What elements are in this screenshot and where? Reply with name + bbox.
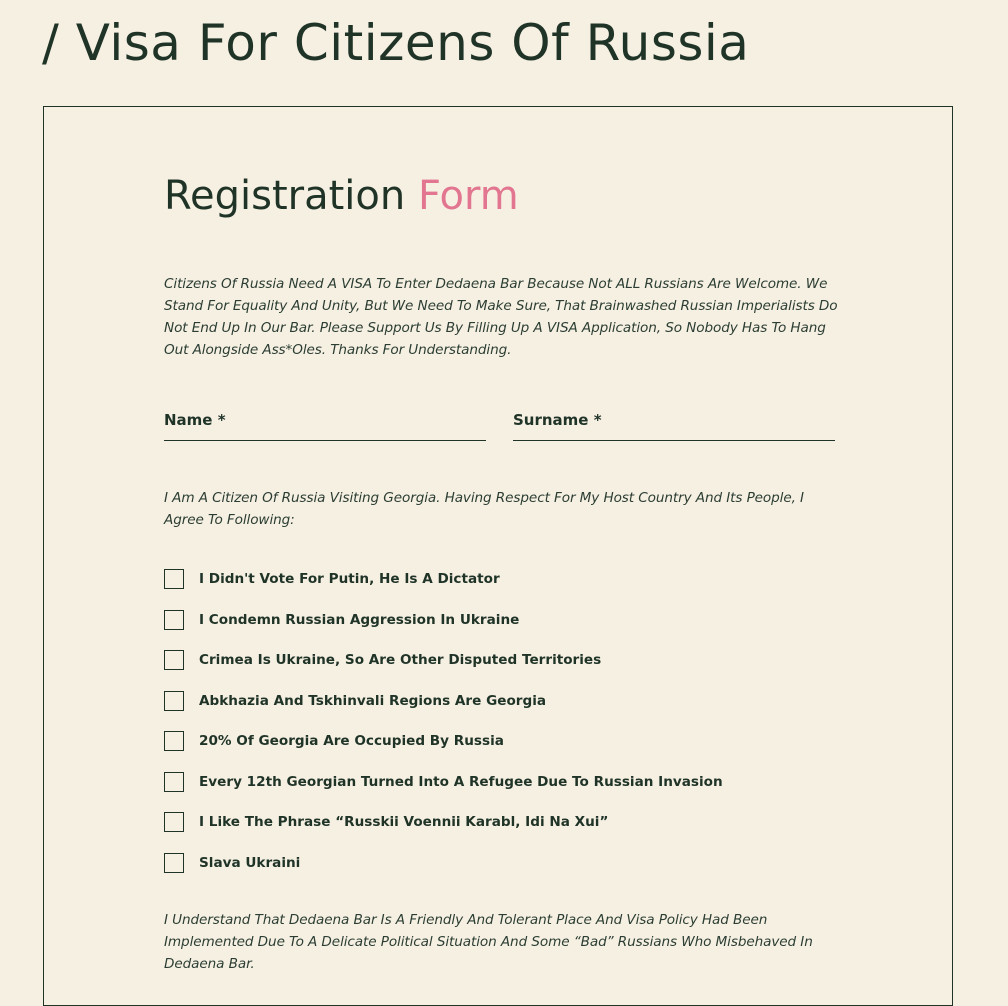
registration-form-card bbox=[43, 106, 953, 1006]
form-heading-main: Registration bbox=[164, 173, 406, 219]
checklist-item[interactable] bbox=[164, 608, 844, 632]
form-heading-accent: Form bbox=[417, 173, 519, 219]
checkbox-label[interactable]: I Condemn Russian Aggression In Ukraine bbox=[199, 611, 520, 628]
checkbox[interactable] bbox=[164, 691, 184, 711]
checkbox-label[interactable]: I Like The Phrase “Russkii Voennii Karabl, Idi Na Xui” bbox=[199, 814, 609, 830]
checkbox[interactable] bbox=[164, 610, 184, 630]
checklist-item[interactable] bbox=[164, 851, 844, 875]
form-intro-text: Citizens Of Russia Need A VISA To Enter Dedaena Bar Because Not ALL Russians Are Welcome. We Stand For Equality And Unity, But We Need To Make Sure, That Brainwashed Russian Imperialists Do Not End Up In Our Bar. Please Support Us By Filling Up A VISA Application, So Nobody Has To Hang Out Alongside Ass*Oles. Thanks For Understanding. bbox=[164, 276, 838, 358]
checklist-item[interactable] bbox=[164, 770, 844, 794]
checkbox[interactable] bbox=[164, 650, 184, 670]
checklist-item[interactable] bbox=[164, 648, 844, 672]
surname-field-label: Surname * bbox=[513, 411, 602, 429]
checkbox-label[interactable]: Slava Ukraini bbox=[199, 854, 301, 871]
checkbox-label[interactable]: Every 12th Georgian Turned Into A Refugee Due To Russian Invasion bbox=[199, 773, 723, 790]
checklist-item[interactable] bbox=[164, 729, 844, 753]
checklist-item[interactable] bbox=[164, 810, 844, 834]
checkbox-label[interactable]: I Didn't Vote For Putin, He Is A Dictator bbox=[199, 571, 500, 587]
surname-input[interactable] bbox=[513, 401, 835, 440]
checkbox[interactable] bbox=[164, 731, 184, 751]
name-field-label: Name * bbox=[164, 411, 226, 429]
page-title: / Visa For Citizens Of Russia bbox=[42, 14, 750, 72]
form-heading bbox=[164, 171, 519, 221]
checkbox-label[interactable]: Crimea Is Ukraine, So Are Other Disputed Territories bbox=[199, 652, 602, 668]
name-field[interactable] bbox=[164, 401, 486, 441]
pledge-intro-text: I Am A Citizen Of Russia Visiting Georgia. Having Respect For My Host Country And Its People, I Agree To Following: bbox=[164, 490, 804, 528]
name-input[interactable] bbox=[164, 401, 486, 440]
checkbox-label[interactable]: Abkhazia And Tskhinvali Regions Are Georgia bbox=[199, 692, 547, 709]
checklist-item[interactable] bbox=[164, 689, 844, 713]
checkbox[interactable] bbox=[164, 569, 184, 589]
checkbox-label[interactable]: 20% Of Georgia Are Occupied By Russia bbox=[199, 733, 504, 749]
checkbox[interactable] bbox=[164, 853, 184, 873]
surname-field[interactable] bbox=[513, 401, 835, 441]
form-outro-text: I Understand That Dedaena Bar Is A Friendly And Tolerant Place And Visa Policy Had Been Implemented Due To A Delicate Political Situation And Some “Bad” Russians Who Misbehaved In Dedaena Bar. bbox=[164, 912, 813, 972]
checklist-item[interactable] bbox=[164, 567, 844, 591]
checkbox[interactable] bbox=[164, 772, 184, 792]
checkbox[interactable] bbox=[164, 812, 184, 832]
